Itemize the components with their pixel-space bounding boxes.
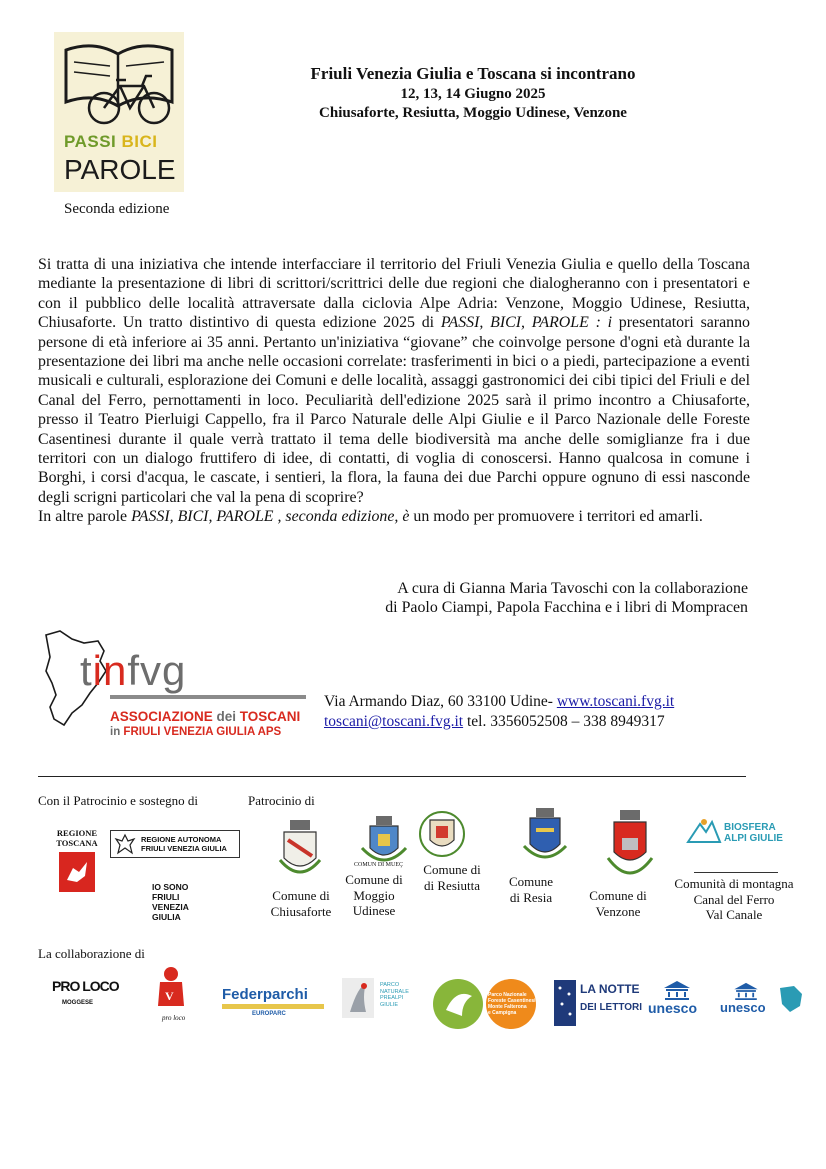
label-comunita-montagna: Comunità di montagna Canal del Ferro Val Canale <box>674 876 794 922</box>
label-comun-di-muec: COMUN DI MUEÇ <box>354 862 404 868</box>
leaf-circle-icon <box>432 978 486 1030</box>
logo-notte-dei-lettori <box>554 980 643 1026</box>
book-bicycle-icon <box>54 32 184 132</box>
mountain-icon <box>686 816 722 846</box>
moggese-text: MOGGESE <box>62 1000 94 1006</box>
label-moggio: Comune di Moggio Udinese <box>345 872 403 918</box>
logo-unesco-udine <box>648 980 710 1030</box>
logo-regione-toscana <box>54 828 100 894</box>
label-collaborazione: La collaborazione di <box>38 946 145 961</box>
website-link[interactable]: www.toscani.fvg.it <box>556 693 675 710</box>
io-sono-fvg-text: IO SONO FRIULI VENEZIA GIULIA <box>152 882 189 922</box>
tuscany-shape-icon <box>776 984 806 1014</box>
event-places: Chiusaforte, Resiutta, Moggio Udinese, Venzone <box>319 105 627 121</box>
association-name-2: in FRIULI VENEZIA GIULIA APS <box>110 726 282 738</box>
credit-line-2: di Paolo Ciampi, Papola Facchina e i libri di Mompracen <box>385 599 748 616</box>
event-dates: 12, 13, 14 Giugno 2025 <box>400 86 546 102</box>
association-logo-text: tinfvg <box>80 647 187 694</box>
regione-toscana-text: REGIONE TOSCANA <box>56 828 98 848</box>
federparchi-text: Federparchi <box>222 986 308 1003</box>
logo-pro-loco-red <box>150 966 206 1026</box>
contact-email-phone: toscani@toscani.fvg.it tel. 3356052508 – 338 8949317 <box>324 713 665 730</box>
logo-word-passi-bici: PASSI BICI <box>64 132 158 151</box>
unesco-text-1: unesco <box>648 1000 698 1016</box>
resiutta-crest-icon <box>418 808 466 860</box>
paragraph-1: Si tratta di una iniziativa che intende interfacciare il territorio del Friuli Venezia Giulia e quello della Toscana mediante la presentazione di libri di scrittori/scrittrici delle due regioni che dialogheranno con i presentatori e con il pubblico delle località attraversate dalla ciclovia Alpe Adria: Venzone, Moggio Udinese, Resiutta, Chiusaforte. Un tratto distintivo di questa edizione 2025 di PASSI, BICI, PAROLE : i presentatori saranno persone di età inferiore ai 35 anni. Pertanto un'iniziativa “giovane” che coinvolge persone d'ogni età durante la presentazione dei libri ma anche nelle occasioni correlate: trasferimenti in bici o a piedi, partecipazione a eventi musicali e culturali, esplorazione dei Comuni e delle località, assaggi gastronomici dei cibi tipici del Friuli e del Canal del Ferro, pernottamenti in loco. Peculiarità dell'edizione 2025 sarà il primo incontro a Chiusaforte, presso il Teatro Pierluigi Cappello, fra il Parco Naturale delle Alpi Giulie e il Parco Nazionale delle Foreste Casentinesi durante il quale verrà trattato il tema delle biodiversità ma anche delle somiglianze fra i due territori con un dialogo fruttifero di idee, di contatti, di voglia di conoscersi. Hanno qualcosa in comune i Borghi, i corsi d'acqua, le cascate, i sentieri, la flora, la fauna dei due Parchi oppure ognuno di essi nasconde degli scrigni particolari che val la pena di scoprire? <box>38 256 750 506</box>
description-text <box>38 255 750 527</box>
prealpi-text: PARCO NATURALE PREALPI GIULIE <box>380 982 409 1008</box>
bird-icon <box>340 976 376 1020</box>
credit-line-1: A cura di Gianna Maria Tavoschi con la collaborazione <box>397 580 748 597</box>
logo-word-parole: PAROLE <box>64 154 176 185</box>
logo-io-sono-fvg <box>152 882 202 922</box>
unesco-temple-icon <box>662 980 692 1000</box>
unesco-text-2: unesco <box>720 1000 766 1015</box>
pro-loco-2-text: pro loco <box>162 1014 186 1022</box>
association-name-1: ASSOCIAZIONE dei TOSCANI <box>110 709 301 724</box>
email-link[interactable]: toscani@toscani.fvg.it <box>324 713 464 730</box>
pegasus-icon <box>57 850 97 894</box>
logo-regione-fvg <box>110 830 240 858</box>
resia-crest-icon <box>520 806 570 868</box>
logo-foreste-casentinesi <box>432 978 540 1030</box>
europarc-text: EUROPARC <box>252 1011 286 1017</box>
stars-icon <box>554 980 576 1026</box>
association-logo-bar <box>110 695 306 699</box>
venzone-crest-icon <box>604 808 656 888</box>
divider <box>38 776 746 777</box>
regione-fvg-text: REGIONE AUTONOMA FRIULI VENEZIA GIULIA <box>141 835 227 853</box>
chiusaforte-crest-icon <box>276 818 324 884</box>
biosfera-underline <box>694 872 778 873</box>
logo-prealpi-giulie <box>340 976 416 1024</box>
biosfera-text: BIOSFERA ALPI GIULIE <box>724 822 783 844</box>
association-logo <box>40 627 310 752</box>
casentinesi-text: Parco Nazionale Foreste Casentinesi Monte Falterona e Campigna <box>488 992 536 1016</box>
notte-text-2: DEI LETTORI <box>580 1002 643 1013</box>
pro-loco-text: PRO LOCO <box>52 978 119 994</box>
notte-text-1: LA NOTTE <box>580 982 640 996</box>
red-figure-icon <box>154 966 188 1012</box>
label-resiutta: Comune di di Resiutta <box>423 862 481 893</box>
label-sostegno: Con il Patrocinio e sostegno di <box>38 793 198 808</box>
passi-bici-parole-logo <box>54 32 184 192</box>
logo-biosfera <box>686 814 806 854</box>
label-chiusaforte: Comune di Chiusaforte <box>270 888 332 919</box>
paragraph-2: In altre parole PASSI, BICI, PAROLE , seconda edizione, è un modo per promuovere i territori ed amarli. <box>38 508 703 526</box>
label-resia: Comune di Resia <box>508 874 554 905</box>
unesco-temple-icon-2 <box>732 982 760 1000</box>
federparchi-bar <box>222 1004 324 1009</box>
contact-address: Via Armando Diaz, 60 33100 Udine- www.toscani.fvg.it <box>324 693 675 710</box>
label-venzone: Comune di Venzone <box>589 888 647 919</box>
label-patrocinio: Patrocinio di <box>248 793 315 808</box>
svg-text:V: V <box>165 989 174 1003</box>
logo-unesco-toscana <box>720 982 810 1028</box>
page-title: Friuli Venezia Giulia e Toscana si incontrano <box>310 64 636 83</box>
edition-label: Seconda edizione <box>64 201 170 217</box>
logo-pro-loco-moggese <box>52 974 118 1020</box>
logo-federparchi <box>222 986 326 1026</box>
eagle-icon <box>114 833 136 855</box>
